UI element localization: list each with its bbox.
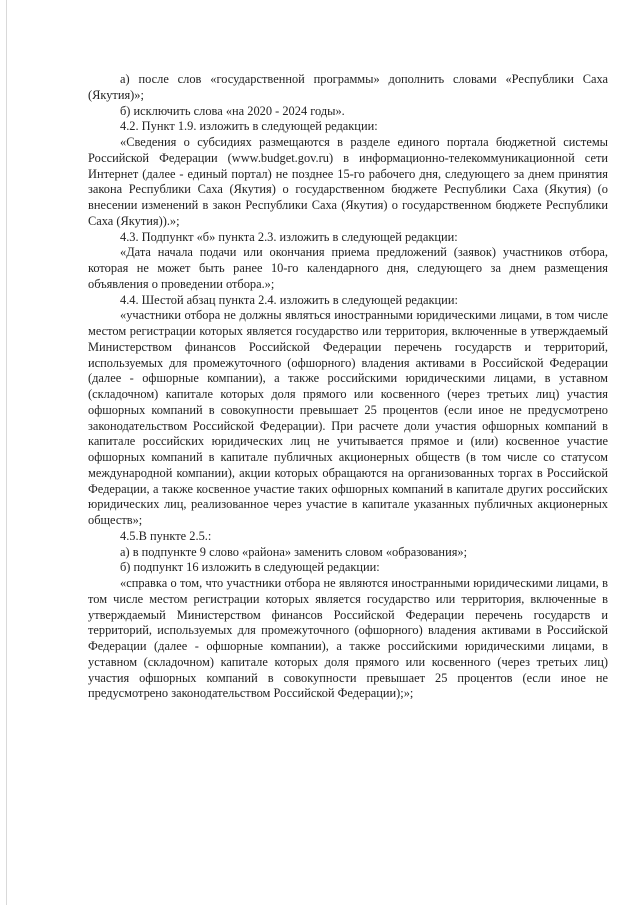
paragraph-4-4-heading: 4.4. Шестой абзац пункта 2.4. изложить в следующей редакции: xyxy=(120,292,458,307)
paragraph-4-3-heading: 4.3. Подпункт «б» пункта 2.3. изложить в следующей редакции: xyxy=(120,229,458,244)
paragraph-4-2-heading: 4.2. Пункт 1.9. изложить в следующей редакции: xyxy=(120,119,378,134)
paragraph-4-4-text: «участники отбора не должны являться иностранными юридическими лицами, в том числе местом регистрации которых является государство или территория, включенные в утверждаемый Министерством финансов Российской Федерации перечень государств и территорий, используемых для промежуточного (офшорного) владения активами в Российской Федерации (далее - офшорные компании), а также российскими юридическими лицами, в уставном (складочном) капитале которых доля прямого или косвенного (через третьих лиц) участия офшорных компаний в совокупности превышает 25 процентов (если иное не предусмотрено законодательством Российской Федерации). При расчете доли участия офшорных компаний в капитале российских юридических лиц не учитывается прямое и (или) косвенное участие офшорных компаний в капитале публичных акционерных обществ (в том числе со статусом международной компании), акции которых обращаются на организованных торгах в Российской Федерации, а также косвенное участие таких офшорных компаний в капитале других российских юридических лиц, реализованное через участие в капитале указанных публичных акционерных обществ»; xyxy=(88,308,608,527)
scan-edge-line xyxy=(6,0,7,905)
paragraph-4-1-a: а) после слов «государственной программы» дополнить словами «Республики Саха (Якутия)»; xyxy=(88,72,608,102)
paragraph-4-5-b-text: «справка о том, что участники отбора не являются иностранными юридическими лицами, в том числе местом регистрации которых является государство или территория, включенные в утверждаемый Министерством финансов Российской Федерации перечень государств и территорий, используемых для промежуточного (офшорного) владения активами в Российской Федерации (далее - офшорные компании), а также российскими юридическими лицами, в уставном (складочном) капитале которых доля прямого или косвенного (через третьих лиц) участия офшорных компаний в совокупности превышает 25 процентов (если иное не предусмотрено законодательством Российской Федерации);»; xyxy=(88,576,608,701)
paragraph-4-5-a: а) в подпункте 9 слово «района» заменить словом «образования»; xyxy=(120,544,468,559)
paragraph-4-5-heading: 4.5.В пункте 2.5.: xyxy=(120,528,212,543)
paragraph-4-1-b: б) исключить слова «на 2020 - 2024 годы». xyxy=(120,103,345,118)
document-body xyxy=(88,72,608,702)
paragraph-4-3-text: «Дата начала подачи или окончания приема предложений (заявок) участников отбора, которая не может быть ранее 10-го календарного дня, следующего за днем размещения объявления о проведении отбора.»; xyxy=(88,245,608,291)
paragraph-4-2-text: «Сведения о субсидиях размещаются в разделе единого портала бюджетной системы Российской Федерации (www.budget.gov.ru) в информационно-телекоммуникационной сети Интернет (далее - единый портал) не позднее 15-го рабочего дня, следующего за днем принятия закона Республики Саха (Якутия) о государственном бюджете Республики Саха (Якутия) (о внесении изменений в закон Республики Саха (Якутия) о государственном бюджете Республики Саха (Якутия)).»; xyxy=(88,135,608,228)
paragraph-4-5-b: б) подпункт 16 изложить в следующей редакции: xyxy=(120,560,380,575)
